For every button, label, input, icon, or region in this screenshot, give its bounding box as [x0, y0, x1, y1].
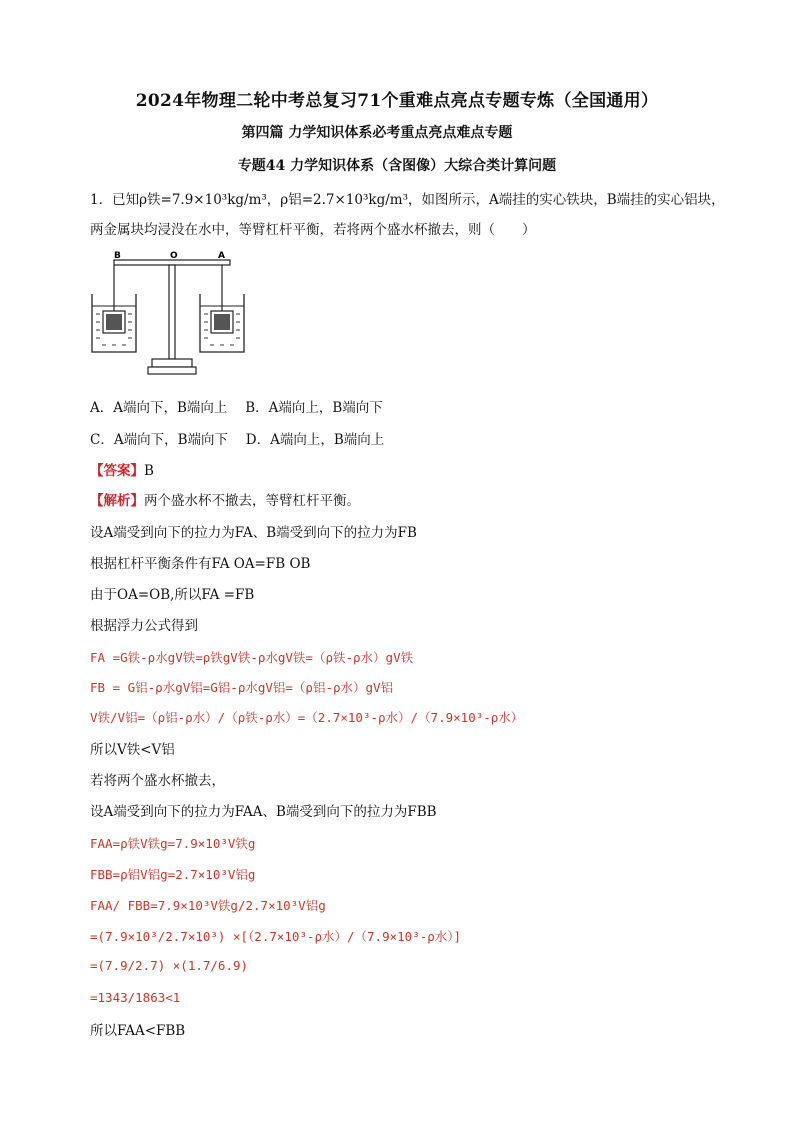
analysis-line-9: 若将两个盛水杯撤去， — [90, 773, 225, 789]
lever-diagram — [88, 248, 248, 380]
analysis-line-0 — [90, 489, 360, 509]
iron-block — [214, 314, 230, 330]
analysis-line-6: FB = G铝-ρ水gV铝=G铝-ρ水gV铝=（ρ铝-ρ水）gV铝 — [90, 680, 394, 695]
analysis-line-2: 根据杠杆平衡条件有FA OA=FB OB — [90, 556, 311, 572]
analysis-line-3: 由于OA=OB,所以FA =FB — [90, 587, 255, 603]
answer-line — [90, 459, 154, 479]
analysis-line-17: 所以FAA<FBB — [90, 1023, 186, 1039]
analysis-line-16: =1343/1863<1 — [90, 990, 181, 1005]
label-b: B — [114, 251, 121, 261]
options-line-1: A．A端向下，B端向上 B．A端向上，B端向下 — [90, 400, 383, 416]
analysis-line-13: FAA/ FBB=7.9×10³V铁g/2.7×10³V铝g — [90, 898, 326, 913]
question-stem-line-2: 两金属块均浸没在水中，等臂杠杆平衡，若将两个盛水杯撤去，则（ ） — [90, 222, 536, 238]
aluminum-block — [106, 314, 122, 330]
document-title: 2024年物理二轮中考总复习71个重难点亮点专题专炼（全国通用） — [135, 91, 659, 111]
question-stem-line-1: 1．已知ρ铁=7.9×10³kg/m³，ρ铝=2.7×10³kg/m³，如图所示，A端挂的实心铁块，B端挂的实心铝块， — [90, 192, 725, 208]
lever-base-top — [152, 359, 192, 367]
analysis-line-7: V铁/V铝=（ρ铝-ρ水）/（ρ铁-ρ水）=（2.7×10³-ρ水）/（7.9×10³-ρ水） — [90, 710, 524, 725]
label-o: O — [170, 251, 178, 261]
options-line-2: C．A端向下，B端向下 D．A端向上，B端向上 — [90, 432, 385, 448]
part-heading: 第四篇 力学知识体系必考重点亮点难点专题 — [241, 125, 513, 141]
analysis-line-15: =(7.9/2.7) ×(1.7/6.9) — [90, 958, 249, 973]
label-a: A — [218, 251, 225, 261]
answer-value: B — [144, 463, 154, 479]
lever-base-bottom — [148, 367, 196, 374]
lever-pillar — [169, 265, 175, 359]
analysis-line-11: FAA=ρ铁V铁g=7.9×10³V铁g — [90, 836, 256, 851]
analysis-line-10: 设A端受到向下的拉力为FAA、B端受到向下的拉力为FBB — [90, 804, 437, 820]
analysis-line-14: =(7.9×10³/2.7×10³) ×[（2.7×10³-ρ水）/（7.9×10³-ρ水）] — [90, 929, 462, 944]
analysis-line-8: 所以V铁<V铝 — [90, 742, 175, 758]
analysis-line-12: FBB=ρ铝V铝g=2.7×10³V铝g — [90, 867, 256, 882]
analysis-label: 【解析】 — [90, 493, 144, 509]
analysis-text-0: 两个盛水杯不撤去，等臂杠杆平衡。 — [144, 493, 360, 509]
topic-heading: 专题44 力学知识体系（含图像）大综合类计算问题 — [237, 158, 557, 174]
answer-label: 【答案】 — [90, 463, 144, 479]
analysis-line-5: FA =G铁-ρ水gV铁=ρ铁gV铁-ρ水gV铁=（ρ铁-ρ水）gV铁 — [90, 650, 414, 665]
analysis-line-4: 根据浮力公式得到 — [90, 618, 198, 634]
analysis-line-1: 设A端受到向下的拉力为FA、B端受到向下的拉力为FB — [90, 525, 417, 541]
